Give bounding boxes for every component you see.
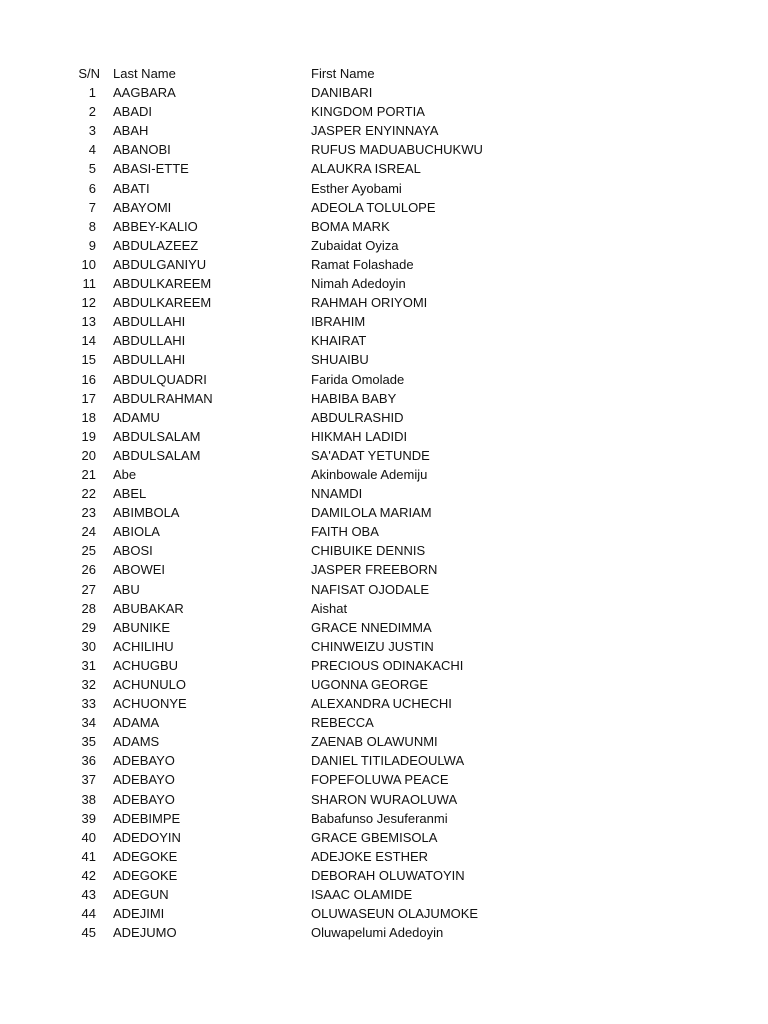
last-name-cell: ABDULRAHMAN [113,390,213,406]
table-row [0,293,768,312]
sn-cell: 22 [81,486,96,502]
table-row [0,656,768,675]
first-name-cell: ZAENAB OLAWUNMI [311,734,438,750]
first-name-cell: JASPER FREEBORN [311,562,438,578]
first-name-cell: DANIEL TITILADEOULWA [311,753,465,769]
last-name-cell: ABDULSALAM [113,447,201,463]
table-row [0,694,768,713]
first-name-cell: Esther Ayobami [311,180,402,196]
first-name-cell: Aishat [311,600,348,616]
sn-cell: 45 [81,925,96,941]
first-name-cell: REBECCA [311,715,374,731]
last-name-cell: ACHILIHU [113,638,174,654]
sn-cell: 14 [81,333,96,349]
sn-cell: 18 [81,409,96,425]
sn-cell: 32 [81,677,96,692]
first-name-cell: KINGDOM PORTIA [311,104,425,120]
table-row [0,83,768,102]
sn-cell: 34 [81,715,96,731]
table-row [0,465,768,484]
first-name-cell: UGONNA GEORGE [311,677,429,692]
first-name-cell: NAFISAT OJODALE [311,581,429,597]
last-name-cell: ABAH [113,123,149,139]
sn-cell: 16 [81,371,96,387]
last-name-cell: ABDULAZEEZ [113,237,199,253]
first-name-cell: IBRAHIM [311,314,366,330]
table-row [0,522,768,541]
last-name-cell: ABEL [113,486,147,502]
last-name-cell: ABUBAKAR [113,600,184,616]
first-name-cell: Zubaidat Oyiza [311,237,399,253]
table-row [0,370,768,389]
last-name-cell: ACHUONYE [113,696,187,712]
first-name-cell: ALAUKRA ISREAL [311,161,421,177]
sn-cell: 38 [81,791,96,807]
sn-cell: 11 [82,276,96,292]
first-name-cell: DANIBARI [311,85,373,101]
last-name-cell: ADEJIMI [113,906,165,922]
table-header-row [0,64,768,83]
table-row [0,560,768,579]
first-name-cell: SHARON WURAOLUWA [311,791,458,807]
table-row [0,121,768,140]
sn-cell: 26 [81,562,96,578]
sn-cell: 36 [81,753,96,769]
last-name-cell: ABDULSALAM [113,428,201,444]
sn-cell: 7 [88,199,96,215]
first-name-cell: CHIBUIKE DENNIS [311,543,426,559]
table-row [0,637,768,656]
last-name-cell: ADAMU [113,409,160,425]
sn-cell: 39 [81,810,96,826]
last-name-cell: ADEGOKE [113,848,178,864]
table-row [0,751,768,770]
table-row [0,770,768,789]
sn-cell: 13 [81,314,96,330]
last-name-cell: ABDULLAHI [113,314,186,330]
last-name-cell: ADEJUMO [113,925,177,941]
sn-cell: 30 [81,638,96,654]
first-name-cell: SHUAIBU [311,352,369,368]
first-name-cell: Akinbowale Ademiju [311,466,428,482]
name-list-table [0,64,768,942]
table-row [0,408,768,427]
first-name-cell: CHINWEIZU JUSTIN [311,638,434,654]
last-name-cell: ABDULKAREEM [113,295,212,311]
last-name-cell: ADEBAYO [113,791,175,807]
last-name-cell: ADAMS [113,734,160,750]
sn-cell: 3 [88,123,96,139]
sn-cell: 37 [81,772,96,788]
sn-cell: 15 [81,352,96,368]
first-name-cell: DEBORAH OLUWATOYIN [311,867,465,883]
first-name-cell: BOMA MARK [311,218,390,234]
last-name-cell: Abe [113,466,137,482]
last-name-cell: ACHUGBU [113,657,179,673]
first-name-cell: FAITH OBA [311,524,379,540]
table-row [0,236,768,255]
first-name-cell: GRACE NNEDIMMA [311,619,432,635]
sn-cell: 31 [81,657,96,673]
sn-cell: 2 [88,104,96,120]
last-name-cell: ABBEY-KALIO [113,218,198,234]
table-row [0,350,768,369]
table-row [0,790,768,809]
last-name-cell: ADEBAYO [113,753,175,769]
last-name-cell: ABUNIKE [113,619,171,635]
last-name-cell: ABDULKAREEM [113,276,212,292]
last-name-cell: ABDULQUADRI [113,371,207,387]
first-name-cell: FOPEFOLUWA PEACE [311,772,449,788]
last-name-cell: ABOSI [113,543,153,559]
sn-cell: 27 [81,581,96,597]
table-row [0,312,768,331]
sn-cell: 35 [81,734,96,750]
sn-cell: 41 [81,848,96,864]
last-name-cell: ADAMA [113,715,160,731]
last-name-cell: ADEGUN [113,887,169,903]
table-row [0,331,768,350]
table-row [0,580,768,599]
last-name-cell: ABANOBI [113,142,171,158]
sn-cell: 24 [81,524,96,540]
table-row [0,179,768,198]
sn-cell: 43 [81,887,96,903]
table-row [0,255,768,274]
last-name-cell: ABDULGANIYU [113,256,207,272]
sn-cell: 12 [81,295,96,311]
sn-cell: 9 [88,237,96,253]
last-name-cell: ABIOLA [113,524,160,540]
table-row [0,923,768,942]
table-row [0,198,768,217]
first-name-cell: NNAMDI [311,486,363,502]
last-name-cell: ABATI [113,180,150,196]
table-row [0,274,768,293]
table-row [0,599,768,618]
table-row [0,503,768,522]
first-name-cell: ISAAC OLAMIDE [311,887,413,903]
sn-cell: 42 [81,867,96,883]
table-row [0,102,768,121]
first-name-cell: GRACE GBEMISOLA [311,829,438,845]
first-name-column-header: First Name [311,66,375,81]
table-row [0,618,768,637]
sn-cell: 21 [81,466,96,482]
table-row [0,446,768,465]
first-name-cell: DAMILOLA MARIAM [311,505,432,521]
table-row [0,828,768,847]
table-row [0,866,768,885]
sn-cell: 29 [81,619,96,635]
table-row [0,904,768,923]
last-name-cell: ABDULLAHI [113,352,186,368]
table-row [0,389,768,408]
table-row [0,885,768,904]
last-name-cell: ABU [113,581,140,597]
last-name-cell: ABDULLAHI [113,333,186,349]
last-name-cell: ABAYOMI [113,199,172,215]
sn-cell: 8 [88,218,96,234]
last-name-cell: ACHUNULO [113,677,186,692]
last-name-cell: ABIMBOLA [113,505,180,521]
last-name-cell: ABASI-ETTE [113,161,189,177]
table-row [0,713,768,732]
sn-cell: 33 [81,696,96,712]
table-row [0,427,768,446]
first-name-cell: PRECIOUS ODINAKACHI [311,657,464,673]
sn-cell: 1 [88,85,96,101]
last-name-cell: ABOWEI [113,562,166,578]
sn-cell: 23 [81,505,96,521]
last-name-cell: ADEBAYO [113,772,175,788]
sn-cell: 40 [81,829,96,845]
table-body [0,83,768,942]
first-name-cell: RAHMAH ORIYOMI [311,295,428,311]
last-name-cell: ADEBIMPE [113,810,181,826]
sn-cell: 6 [88,180,96,196]
first-name-cell: KHAIRAT [311,333,367,349]
table-row [0,732,768,751]
first-name-cell: Nimah Adedoyin [311,276,406,292]
first-name-cell: RUFUS MADUABUCHUKWU [311,142,483,158]
last-name-column-header: Last Name [113,66,176,81]
table-row [0,675,768,694]
sn-cell: 28 [81,600,96,616]
sn-cell: 19 [81,428,96,444]
first-name-cell: SA'ADAT YETUNDE [311,447,430,463]
sn-column-header: S/N [78,66,100,81]
sn-cell: 10 [81,256,96,272]
first-name-cell: HIKMAH LADIDI [311,428,408,444]
table-row [0,541,768,560]
first-name-cell: JASPER ENYINNAYA [311,123,439,139]
first-name-cell: ALEXANDRA UCHECHI [311,696,452,712]
sn-cell: 5 [88,161,96,177]
last-name-cell: AAGBARA [113,85,176,101]
first-name-cell: ABDULRASHID [311,409,404,425]
first-name-cell: ADEOLA TOLULOPE [311,199,436,215]
table-row [0,847,768,866]
table-row [0,809,768,828]
last-name-cell: ADEDOYIN [113,829,181,845]
table-row [0,140,768,159]
sn-cell: 4 [88,142,96,158]
first-name-cell: Farida Omolade [311,371,405,387]
table-row [0,484,768,503]
first-name-cell: Oluwapelumi Adedoyin [311,925,444,941]
sn-cell: 17 [81,390,96,406]
sn-cell: 44 [81,906,96,922]
last-name-cell: ABADI [113,104,153,120]
first-name-cell: Babafunso Jesuferanmi [311,810,448,826]
table-row [0,217,768,236]
table-row [0,159,768,178]
first-name-cell: OLUWASEUN OLAJUMOKE [311,906,479,922]
sn-cell: 25 [81,543,96,559]
first-name-cell: ADEJOKE ESTHER [311,848,429,864]
last-name-cell: ADEGOKE [113,867,178,883]
sn-cell: 20 [81,447,96,463]
first-name-cell: Ramat Folashade [311,256,414,272]
first-name-cell: HABIBA BABY [311,390,397,406]
